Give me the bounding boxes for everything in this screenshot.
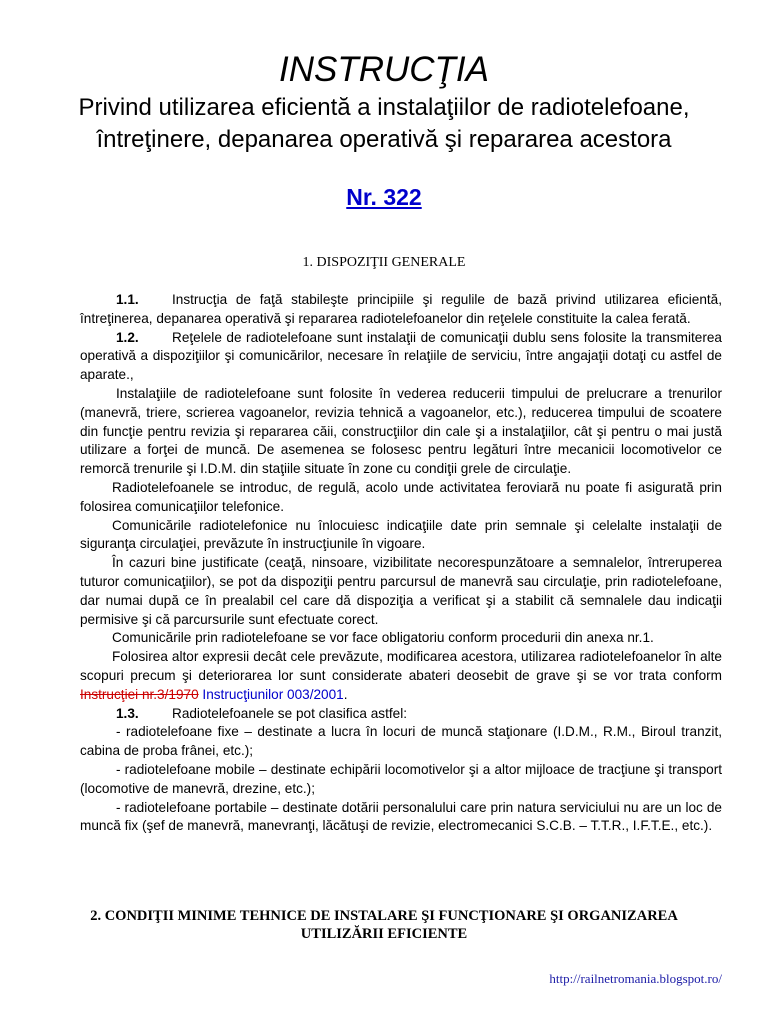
document-subtitle xyxy=(0,92,768,156)
footer-url-link[interactable]: http://railnetromania.blogspot.ro/ xyxy=(549,971,722,986)
paragraph-text: Radiotelefoanele se pot clasifica astfel: xyxy=(172,705,408,721)
paragraph: În cazuri bine justificate (ceaţă, ninsoare, vizibilitate necorespunzătoare a semnalelor, întreruperea tuturor comunicaţiilor), se pot da dispoziţii pentru parcursul de manevră sau circulaţie, prin radiotelefoane, dar numai după ce în prealabil cel care dă dispoziţia a verificat şi a stabilit că semnalele dau indicaţii permisive şi că parcursurile sunt efectuate corect. xyxy=(80,555,722,627)
paragraph-number: 1.2. xyxy=(116,329,139,345)
paragraph: Instalaţiile de radiotelefoane sunt folosite în vederea reducerii timpului de prelucrare a trenurilor (manevră, triere, scrierea vagoanelor, revizia tehnică a vagoanelor, etc.), reducerea timpului de scoatere din funcţie pentru revizia şi repararea căii, construcţiilor din cale şi a instalaţiilor, cât şi pentru o mai justă utilizare a forţei de muncă. De asemenea se folosesc pentru legături între mecanicii locomotivelor ce remorcă trenurile şi I.D.M. din staţiile situate în zone cu condiţii grele de circulaţie. xyxy=(80,385,722,477)
paragraph-1-2 xyxy=(80,329,722,385)
inserted-text: Instrucţiunilor 003/2001 xyxy=(202,686,344,702)
paragraph-text: Instrucţia de faţă stabileşte principiile şi regulile de bază privind utilizarea eficientă, întreţinerea, depanarea operativă şi repararea radiotelefoanelor din reţelele constituite la calea ferată. xyxy=(80,292,722,326)
period: . xyxy=(343,686,348,702)
paragraph: Radiotelefoanele se introduc, de regulă, acolo unde activitatea feroviară nu poate fi asigurată prin folosirea comunicaţiilor telefonice. xyxy=(80,479,722,514)
section-1-heading: 1. DISPOZIŢII GENERALE xyxy=(302,255,466,270)
paragraph-number: 1.1. xyxy=(116,292,139,307)
subtitle-line-2: întreţinere, depanarea operativă şi repararea acestora xyxy=(96,126,672,153)
subtitle-line-1: Privind utilizarea eficientă a instalaţiilor de radiotelefoane, xyxy=(78,94,690,121)
list-item: - radiotelefoane portabile – destinate dotării personalului care prin natura serviciului nu are un loc de muncă fix (şef de manevră, manevranţi, lăcătuşi de revizie, electromecanici S.C.B. – T.T.R., I.F.T.E., etc.). xyxy=(80,799,722,834)
paragraph-1-1 xyxy=(80,291,722,329)
paragraph-text: Folosirea altor expresii decât cele prevăzute, modificarea acestora, utilizarea radiotelefoanelor în alte scopuri precum şi deteriorarea lor sunt considerate abateri deosebit de grave şi se vor trata conform xyxy=(80,649,722,683)
section-1-body xyxy=(80,291,722,836)
list-item: - radiotelefoane mobile – destinate echipării locomotivelor şi a altor mijloace de tracţiune şi transport (locomotive de manevră, drezine, etc.); xyxy=(80,761,722,796)
list-item: - radiotelefoane fixe – destinate a lucra în locuri de muncă staţionare (I.D.M., R.M., Biroul tranzit, cabina de proba frânei, etc.); xyxy=(80,724,722,759)
document-title: INSTRUCŢIA xyxy=(279,50,489,89)
paragraph-1-3 xyxy=(80,705,722,724)
deleted-text: Instrucţiei nr.3/1970 xyxy=(80,686,199,702)
section-2-heading xyxy=(0,907,768,943)
section-2-heading-text: 2. CONDIŢII MINIME TEHNICE DE INSTALARE ŞI FUNCŢIONARE ŞI ORGANIZAREA UTILIZĂRII EFICIENTE xyxy=(90,908,678,942)
paragraph-text: Reţelele de radiotelefoane sunt instalaţii de comunicaţii dublu sens folosite la transmiterea operativă a dispoziţiilor şi comunicărilor, necesare în relaţiile de serviciu, între angajaţii dotaţi cu astfel de aparate., xyxy=(80,329,722,383)
document-number-link[interactable]: Nr. 322 xyxy=(346,184,422,210)
paragraph-number: 1.3. xyxy=(116,705,139,721)
paragraph-with-revision xyxy=(80,648,722,704)
paragraph: Comunicările prin radiotelefoane se vor face obligatoriu conform procedurii din anexa nr.1. xyxy=(112,630,654,646)
paragraph: Comunicările radiotelefonice nu înlocuiesc indicaţiile date prin semnale şi celelalte instalaţii de siguranţa circulaţiei, prevăzute în instrucţiunile în vigoare. xyxy=(80,517,722,552)
